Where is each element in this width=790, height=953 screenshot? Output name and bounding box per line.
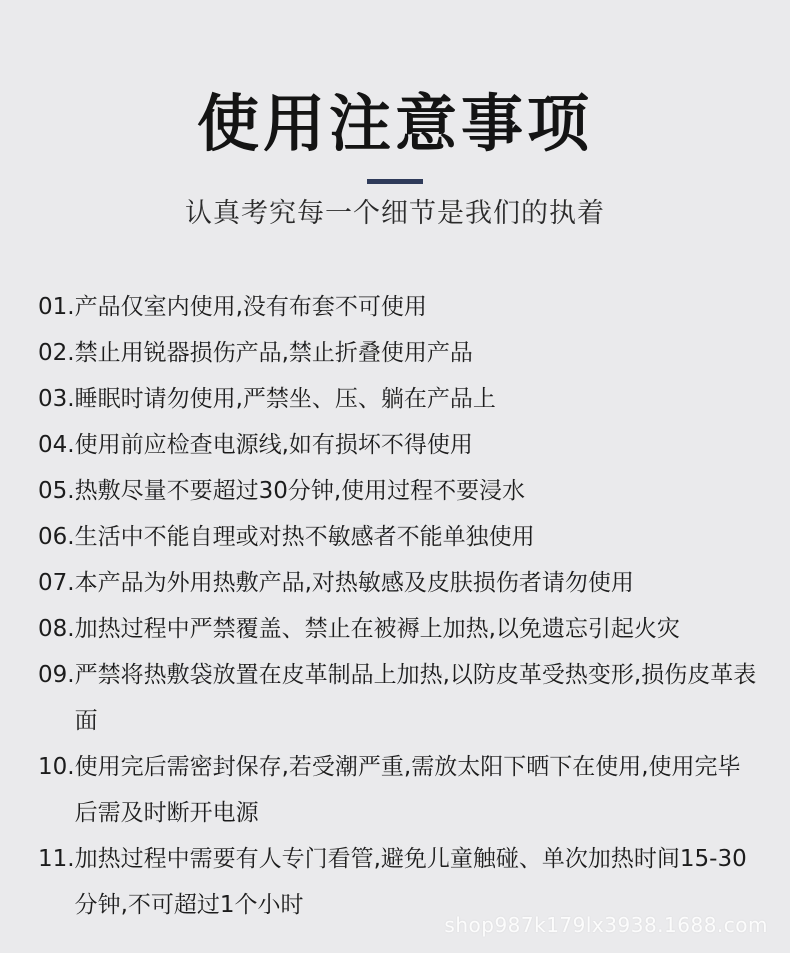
item-text: 加热过程中严禁覆盖、禁止在被褥上加热,以免遗忘引起火灾 (74, 616, 680, 642)
item-number: 01. (38, 294, 75, 320)
page-subtitle: 认真考究每一个细节是我们的执着 (185, 198, 605, 229)
list-item (38, 560, 758, 606)
item-text: 禁止用锐器损伤产品,禁止折叠使用产品 (74, 340, 473, 366)
item-number: 08. (38, 616, 75, 642)
item-text: 热敷尽量不要超过30分钟,使用过程不要浸水 (74, 478, 526, 504)
item-text: 使用前应检查电源线,如有损坏不得使用 (74, 432, 473, 458)
list-item (38, 514, 758, 560)
item-text: 产品仅室内使用,没有布套不可使用 (74, 294, 427, 320)
item-number: 09. (38, 662, 75, 688)
item-text: 生活中不能自理或对热不敏感者不能单独使用 (74, 524, 535, 550)
list-item (38, 422, 758, 468)
item-text: 睡眠时请勿使用,严禁坐、压、躺在产品上 (74, 386, 496, 412)
list-item (38, 284, 758, 330)
item-number: 07. (38, 570, 75, 596)
item-text: 本产品为外用热敷产品,对热敏感及皮肤损伤者请勿使用 (74, 570, 634, 596)
notes-list (38, 284, 758, 928)
item-text: 加热过程中需要有人专门看管,避免儿童触碰、单次加热时间15-30分钟,不可超过1个小时 (74, 846, 747, 918)
item-number: 03. (38, 386, 75, 412)
item-text: 严禁将热敷袋放置在皮革制品上加热,以防皮革受热变形,损伤皮革表面 (74, 662, 757, 734)
list-item (38, 330, 758, 376)
page-title: 使用注意事项 (196, 87, 593, 160)
list-item (38, 376, 758, 422)
item-number: 04. (38, 432, 75, 458)
item-number: 05. (38, 478, 75, 504)
item-number: 11. (38, 846, 75, 872)
list-item (38, 652, 758, 744)
list-item (38, 468, 758, 514)
title-divider (367, 179, 423, 184)
item-text: 使用完后需密封保存,若受潮严重,需放太阳下晒下在使用,使用完毕后需及时断开电源 (74, 754, 741, 826)
list-item (38, 744, 758, 836)
item-number: 02. (38, 340, 75, 366)
list-item (38, 606, 758, 652)
item-number: 10. (38, 754, 75, 780)
shop-watermark: shop987k179lx3938.1688.com (444, 913, 768, 937)
item-number: 06. (38, 524, 75, 550)
